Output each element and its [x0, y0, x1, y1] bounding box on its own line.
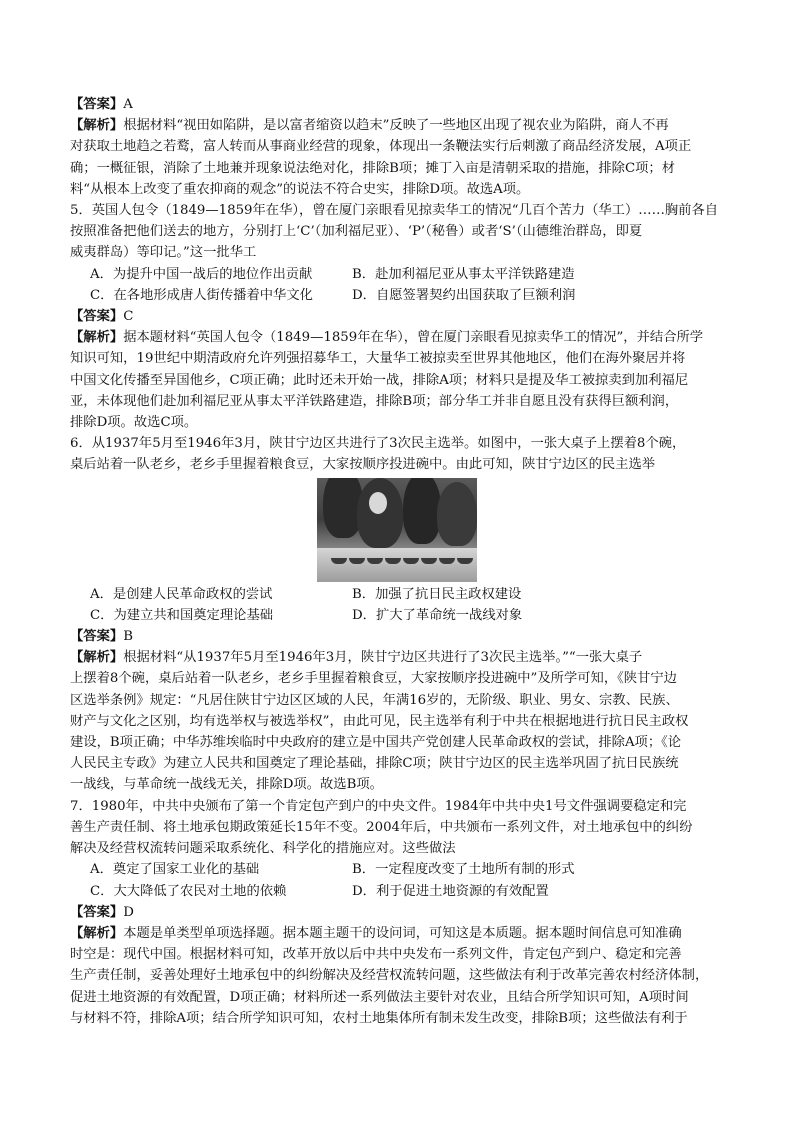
q4-analysis: 【解析】根据材料“视田如陷阱，是以富者缩资以趋末”反映了一些地区出现了视农业为陷阱，商人不再 对获取土地趋之若鹜，富人转而从事商业经营的现象，体现出一条鞭法实行后刺激了商品经济发展，A项正 确；一概征银，消除了土地兼并现象说法绝对化，排除B项；摊丁入亩是清朝采取的措施，排除C项；材 料“从根本上改变了重农抑商的观念”的说法不符合史实，排除D项。故选A项。 [70, 118, 692, 197]
photo-bowl [439, 558, 455, 564]
q5-option-b: B．赴加利福尼亚从事太平洋铁路建造 [352, 266, 575, 282]
q7-option-a: A．奠定了国家工业化的基础 [90, 862, 260, 878]
q6-option-b: B．加强了抗日民主政权建设 [352, 586, 522, 602]
q6-stem: 6．从1937年5月至1946年3月，陕甘宁边区共进行了3次民主选举。如图中，一张大桌子上摆着8个碗， 桌后站着一队老乡，老乡手里握着粮食豆，大家按顺序投进碗中。由此可知，陕甘宁边区的民主选举 [70, 436, 686, 473]
photo-bowl [457, 558, 473, 564]
q5-analysis: 【解析】据本题材料“英国人包令（1849—1859年在华），曾在厦门亲眼看见掠卖华工的情况”，并结合所学 知识可知，19世纪中期清政府允许列强招募华工，大量华工被掠卖至世界其他地区，他们在海外聚居并将 中国文化传播至异国他乡，C项正确；此时还未开始一战，排除A项；材料只是提及华工被掠卖到加利福尼 亚，未体现他们赴加利福尼亚从事太平洋铁路建造，排除B项；部分华工并非自愿且没有获得巨额利润， 排除D项。故选C项。 [70, 330, 704, 431]
photo-bowl [349, 558, 365, 564]
q7-option-d: D．利于促进土地资源的有效配置 [352, 883, 549, 899]
q6-analysis: 【解析】根据材料“从1937年5月至1946年3月，陕甘宁边区共进行了3次民主选举。”“一张大桌子 上摆着8个碗，桌后站着一队老乡，老乡手里握着粮食豆，大家按顺序投进碗中”及所学可知，《陕甘宁边 区选举条例》规定：“凡居住陕甘宁边区区域的人民，年满16岁的，无阶级、职业、男女、宗教、民族、 财产与文化之区别，均有选举权与被选举权”，由此可见，民主选举有利于中共在根据地进行抗日民主政权 建设，B项正确；中华苏维埃临时中央政府的建立是中国共产党创建人民革命政权的尝试，排除A项；《论 人民民主专政》为建立人民共和国奠定了理论基础，排除C项；陕甘宁边区的民主选举巩固了抗日民族统 一战线，与革命统一战线无关，排除D项。故选B项。 [70, 650, 689, 793]
q6-answer: 【答案】B [70, 629, 133, 645]
photo-villager-face [369, 492, 387, 514]
q5-answer: 【答案】C [70, 309, 134, 325]
election-photo [317, 478, 477, 582]
q7-stem: 7．1980年，中共中央颁布了第一个肯定包产到户的中央文件。1984年中共中央1号文件强调要稳定和完 善生产责任制、将土地承包期政策延长15年不变。2004年后，中共颁布一系列文件，对土地承包中的纠纷 解决及经营权流转问题采取系统化、科学化的措施应对。这些做法 [70, 798, 693, 857]
q6-options-row-2 [70, 605, 726, 626]
q5-stem: 5．英国人包令（1849—1859年在华），曾在厦门亲眼看见掠卖华工的情况“几百个苦力（华工）……胸前各自 按照准备把他们送去的地方，分别打上‘C’（加利福尼亚）、‘P’（秘鲁）或者‘S’（山德维治群岛，即夏 威夷群岛）等印记。”这一批华工 [70, 203, 719, 261]
q7-options-row-1 [70, 859, 726, 880]
document-page [70, 94, 726, 1029]
photo-villager [403, 478, 441, 544]
photo-bowl [403, 558, 419, 564]
q6-options-row-1 [70, 584, 726, 605]
q6-option-c: C．为建立共和国奠定理论基础 [90, 607, 274, 623]
q7-options-row-2 [70, 881, 726, 902]
q7-option-c: C．大大降低了农民对土地的依赖 [90, 883, 287, 899]
q6-option-d: D．扩大了革命统一战线对象 [352, 607, 523, 623]
photo-bowl [385, 558, 401, 564]
q5-option-a: A．为提升中国一战后的地位作出贡献 [90, 266, 313, 282]
q5-options-row-2 [70, 285, 726, 306]
q7-option-b: B．一定程度改变了土地所有制的形式 [352, 862, 575, 878]
photo-villager [437, 482, 477, 546]
q5-option-c: C．在各地形成唐人街传播着中华文化 [90, 287, 313, 303]
photo-bowl [331, 558, 347, 564]
q6-option-a: A．是创建人民革命政权的尝试 [90, 586, 273, 602]
q7-answer: 【答案】D [70, 904, 134, 920]
q5-option-d: D．自愿签署契约出国获取了巨额利润 [352, 287, 576, 303]
q5-options-row-1 [70, 264, 726, 285]
photo-table [317, 548, 477, 582]
photo-bowl [421, 558, 437, 564]
q7-analysis: 【解析】本题是单类型单项选择题。据本题主题干的设问词，可知这是本质题。据本题时间信息可知准确 时空是：现代中国。根据材料可知，改革开放以后中共中央发布一系列文件，肯定包产到户、稳定和完善 生产责任制，妥善处理好土地承包中的纠纷解决及经营权流转问题，这些做法有利于改革完善农村经济体制， 促进土地资源的有效配置，D项正确；材料所述一系列做法主要针对农业，且结合所学知识可知，A项时间 与材料不符，排除A项；结合所学知识可知，农村土地集体所有制未发生改变，排除B项；这些做法有利于 [70, 925, 709, 1026]
photo-bowl [367, 558, 383, 564]
q4-answer: 【答案】A [70, 97, 133, 112]
